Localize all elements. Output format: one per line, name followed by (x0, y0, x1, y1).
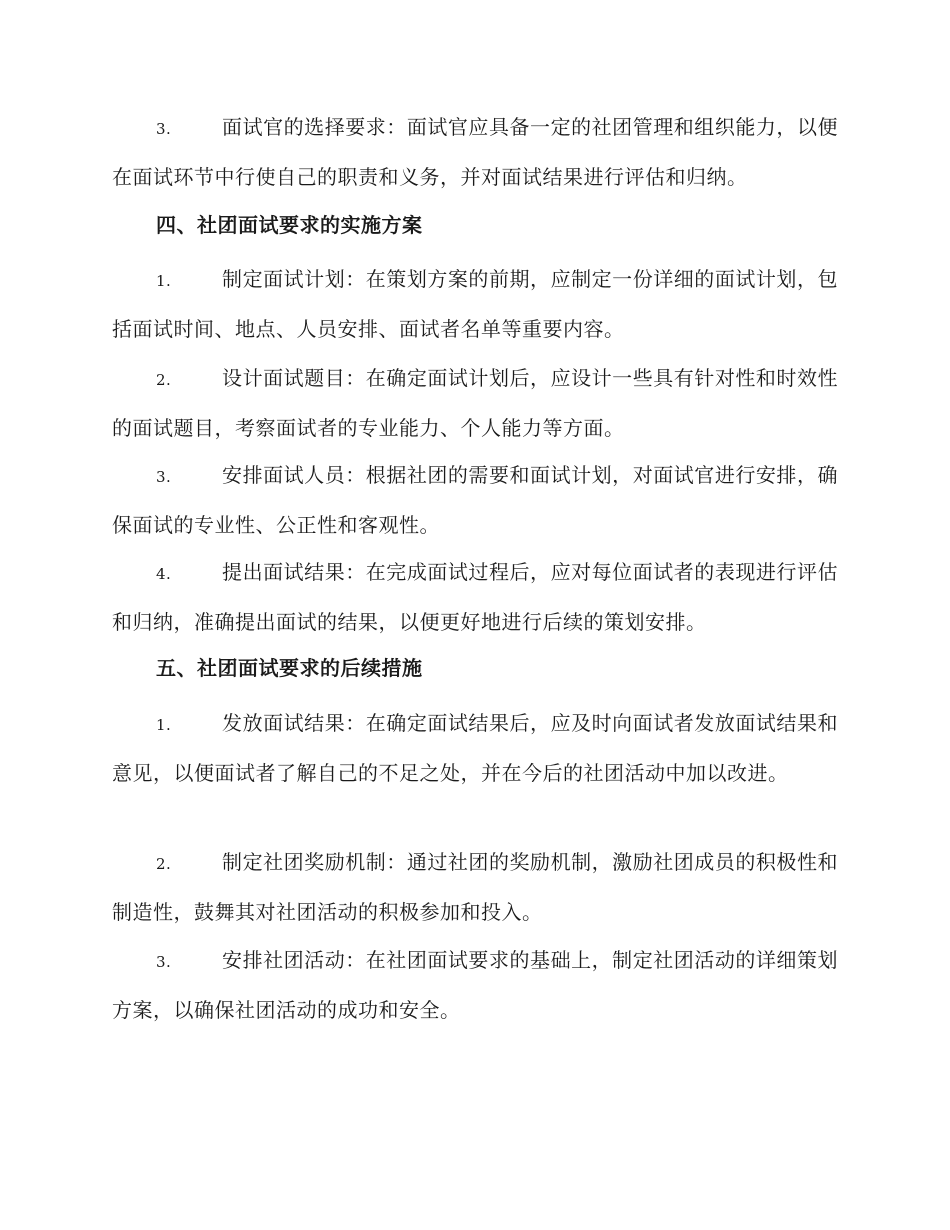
item-text: 提出面试结果：在完成面试过程后，应对每位面试者的表现进行评估和归纳，准确提出面试的结果，以便更好地进行后续的策划安排。 (112, 560, 838, 634)
item-number: 1. (156, 272, 172, 290)
item-text: 制定社团奖励机制：通过社团的奖励机制，激励社团成员的积极性和制造性，鼓舞其对社团活动的积极参加和投入。 (112, 850, 838, 924)
list-item (112, 451, 838, 549)
list-item (112, 936, 838, 1034)
item-number: 4. (156, 565, 172, 583)
item-text: 发放面试结果：在确定面试结果后，应及时向面试者发放面试结果和意见，以便面试者了解自己的不足之处，并在今后的社团活动中加以改进。 (112, 711, 838, 785)
item-number: 3. (156, 953, 172, 971)
item-text: 面试官的选择要求：面试官应具备一定的社团管理和组织能力，以便在面试环节中行使自己的职责和义务，并对面试结果进行评估和归纳。 (112, 115, 838, 189)
list-item (112, 699, 838, 797)
item-number: 2. (156, 855, 172, 873)
list-item (112, 103, 838, 201)
item-text: 安排面试人员：根据社团的需要和面试计划，对面试官进行安排，确保面试的专业性、公正性和客观性。 (112, 463, 838, 537)
list-item (112, 838, 838, 936)
item-number: 3. (156, 120, 172, 138)
section-heading: 五、社团面试要求的后续措施 (156, 656, 423, 680)
list-item (112, 354, 838, 452)
item-text: 设计面试题目：在确定面试计划后，应设计一些具有针对性和时效性的面试题目，考察面试者的专业能力、个人能力等方面。 (112, 366, 838, 440)
section-heading: 四、社团面试要求的实施方案 (156, 213, 423, 237)
list-item (112, 548, 838, 646)
item-number: 1. (156, 716, 172, 734)
item-number: 3. (156, 468, 172, 486)
item-text: 制定面试计划：在策划方案的前期，应制定一份详细的面试计划，包括面试时间、地点、人员安排、面试者名单等重要内容。 (112, 267, 838, 341)
list-item (112, 255, 838, 353)
item-number: 2. (156, 371, 172, 389)
item-text: 安排社团活动：在社团面试要求的基础上，制定社团活动的详细策划方案，以确保社团活动的成功和安全。 (112, 948, 838, 1022)
